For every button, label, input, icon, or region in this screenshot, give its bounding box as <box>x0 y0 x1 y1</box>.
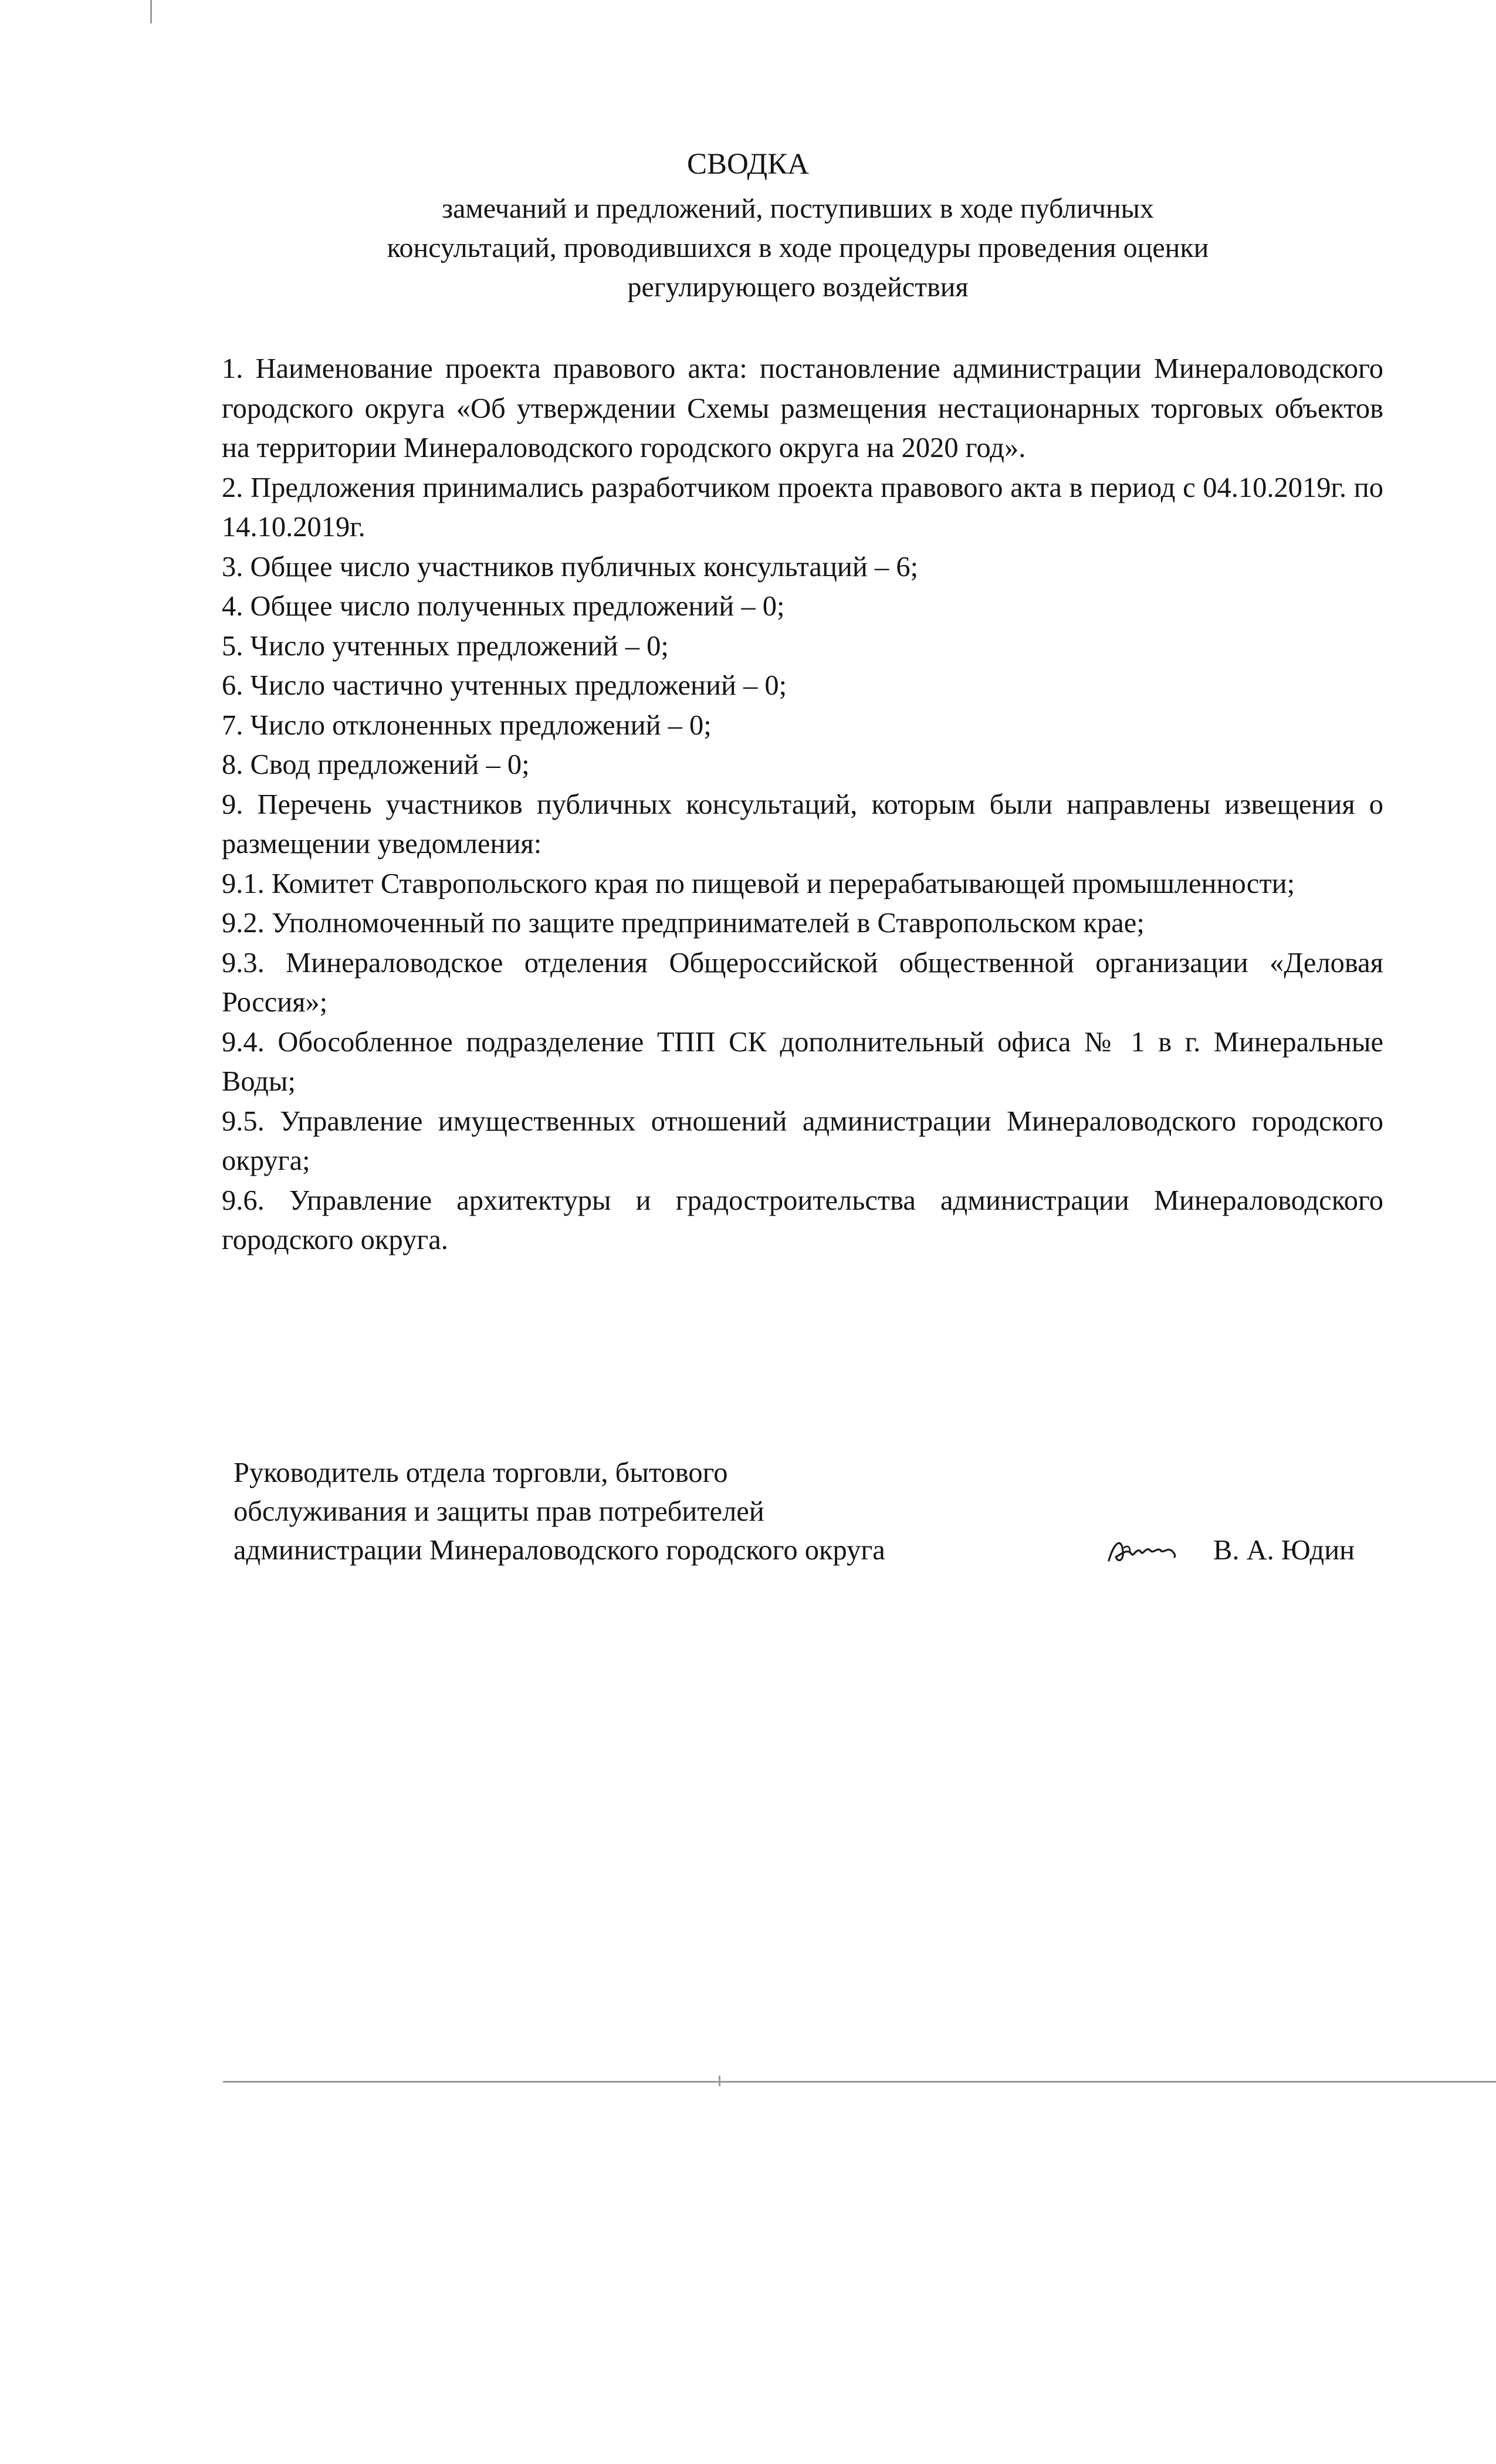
item-participants-count: 3. Общее число участников публичных консультаций – 6; <box>222 551 919 583</box>
scan-edge-mark <box>150 0 152 23</box>
subtitle-line: регулирующего воздействия <box>627 272 969 303</box>
participant-item: 9.6. Управление архитектуры и градостроительства администрации Минераловодского городского округа. <box>222 1184 1383 1255</box>
participant-item: 9.1. Комитет Ставропольского края по пищевой и перерабатывающей промышленности; <box>222 868 1295 899</box>
handwritten-signature <box>1106 1534 1177 1569</box>
participant-item: 9.5. Управление имущественных отношений администрации Минераловодского городского округа; <box>222 1105 1383 1176</box>
scan-divider-line <box>223 2081 1496 2083</box>
item-proposal-period: 2. Предложения принимались разработчиком проекта правового акта в период с 04.10.2019г. по 14.10.2019г. <box>222 472 1383 543</box>
summary-list <box>222 349 1383 1260</box>
item-draft-name: 1. Наименование проекта правового акта: постановление администрации Минераловодского городского округа «Об утверждении Схемы размещения нестационарных торговых объектов на территории Минераловодского городского округа на 2020 год». <box>222 353 1383 463</box>
subtitle-line: замечаний и предложений, поступивших в ходе публичных <box>442 193 1154 224</box>
page-title: СВОДКА <box>687 148 809 181</box>
signatory-position-line: администрации Минераловодского городского округа <box>233 1535 885 1566</box>
signatory-name: В. А. Юдин <box>1213 1535 1355 1566</box>
item-received-count: 4. Общее число полученных предложений – 0; <box>222 591 785 622</box>
participant-item: 9.4. Обособленное подразделение ТПП СК дополнительный офиса № 1 в г. Минеральные Воды; <box>222 1026 1383 1097</box>
participant-item: 9.3. Минераловодское отделения Общероссийской общественной организации «Деловая Россия»; <box>222 947 1383 1018</box>
subtitle-line: консультаций, проводившихся в ходе процедуры проведения оценки <box>387 232 1209 263</box>
item-proposals-summary: 8. Свод предложений – 0; <box>222 749 530 780</box>
participant-item: 9.2. Уполномоченный по защите предпринимателей в Ставропольском крае; <box>222 908 1145 939</box>
signatory-position-line: Руководитель отдела торговли, бытового <box>233 1457 728 1488</box>
item-participants-list-heading: 9. Перечень участников публичных консультаций, которым были направлены извещения о размещении уведомления: <box>222 788 1383 859</box>
page-subtitle <box>246 189 1349 307</box>
signature-block <box>233 1454 1383 1570</box>
item-accounted-count: 5. Число учтенных предложений – 0; <box>222 630 669 662</box>
item-partially-accounted-count: 6. Число частично учтенных предложений – 0; <box>222 670 787 701</box>
item-rejected-count: 7. Число отклоненных предложений – 0; <box>222 709 712 741</box>
signatory-position-line: обслуживания и защиты прав потребителей <box>233 1496 764 1527</box>
scan-tick-mark <box>719 2076 720 2086</box>
